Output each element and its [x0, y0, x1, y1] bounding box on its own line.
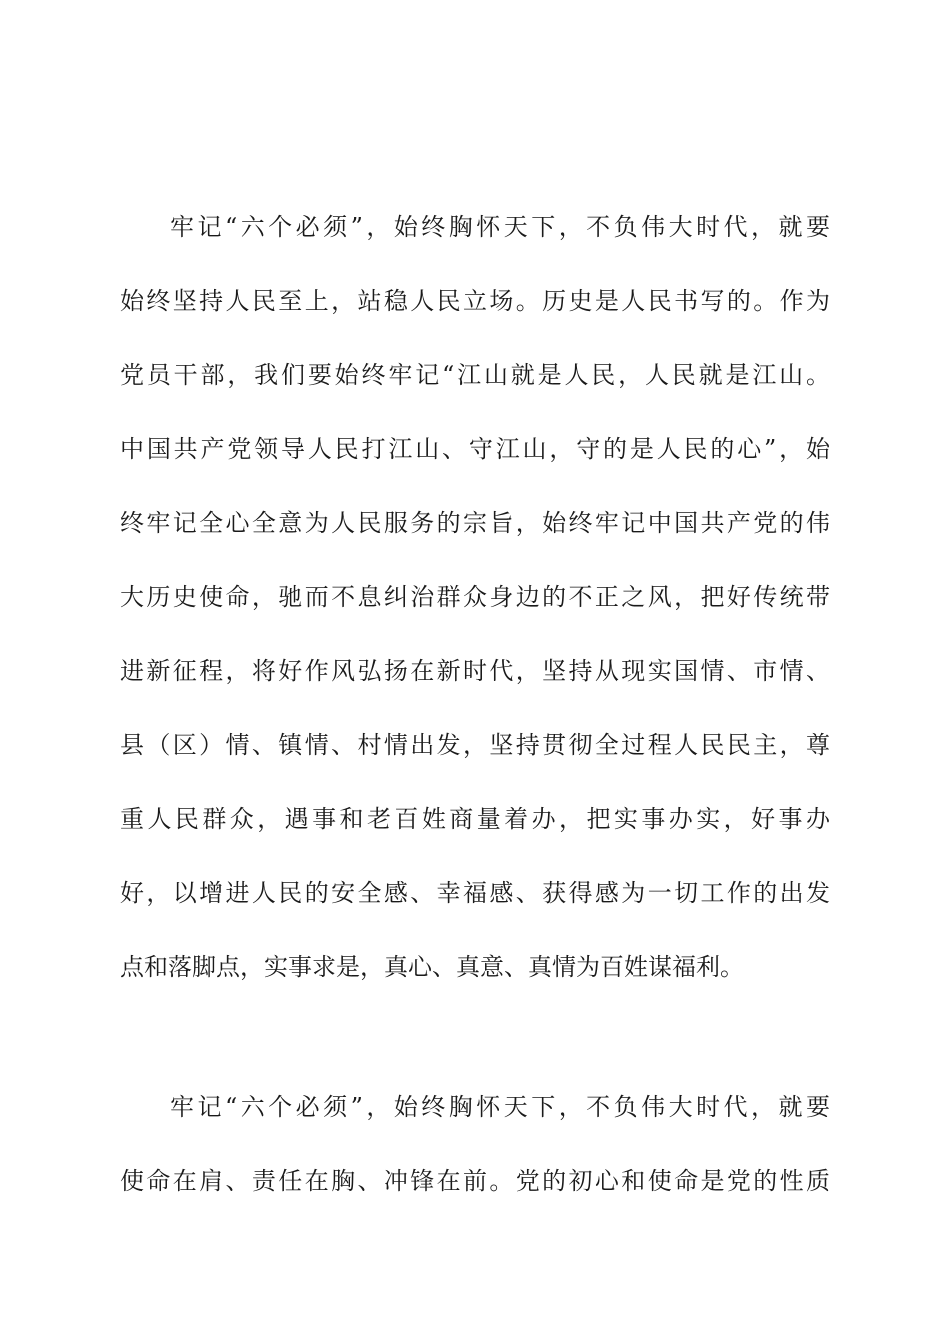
paragraph-line: 党员干部，我们要始终牢记“江山就是人民，人民就是江山。	[120, 361, 830, 389]
paragraph-line: 中国共产党领导人民打江山、守江山，守的是人民的心”，始	[120, 435, 830, 463]
paragraph-1	[120, 190, 830, 1004]
paragraph-line: 重人民群众，遇事和老百姓商量着办，把实事办实，好事办	[120, 805, 830, 833]
paragraph-2	[120, 1070, 830, 1218]
paragraph-line: 进新征程，将好作风弘扬在新时代，坚持从现实国情、市情、	[120, 657, 830, 685]
paragraph-line: 好，以增进人民的安全感、幸福感、获得感为一切工作的出发	[120, 879, 830, 907]
paragraph-line: 牢记“六个必须”，始终胸怀天下，不负伟大时代，就要	[170, 213, 830, 241]
paragraph-line: 终牢记全心全意为人民服务的宗旨，始终牢记中国共产党的伟	[120, 509, 830, 537]
paragraph-line: 县（区）情、镇情、村情出发，坚持贯彻全过程人民民主，尊	[120, 731, 830, 759]
paragraph-line: 始终坚持人民至上，站稳人民立场。历史是人民书写的。作为	[120, 287, 830, 315]
paragraph-line: 使命在肩、责任在胸、冲锋在前。党的初心和使命是党的性质	[120, 1167, 830, 1195]
paragraph-line: 牢记“六个必须”，始终胸怀天下，不负伟大时代，就要	[170, 1093, 830, 1121]
paragraph-line: 点和落脚点，实事求是，真心、真意、真情为百姓谋福利。	[120, 953, 744, 981]
paragraph-line: 大历史使命，驰而不息纠治群众身边的不正之风，把好传统带	[120, 583, 830, 611]
